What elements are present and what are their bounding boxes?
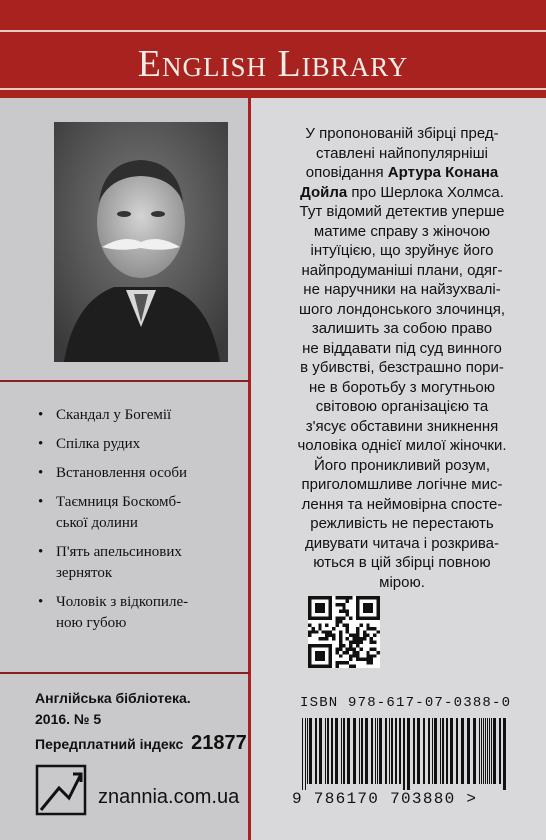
desc-line: чоловіка однієї милої жіночки.	[297, 437, 507, 454]
issue-line: 2016. № 5	[35, 711, 102, 727]
desc-line: лення та неймовірна спосте-	[301, 495, 503, 513]
desc-line: шого лондонського злочинця,	[299, 300, 505, 318]
desc-line: мірою.	[379, 573, 425, 591]
author-name-last: Дойла	[300, 183, 348, 201]
banner-top-rule	[0, 30, 546, 32]
story-title-line: П'ять апельсинових	[56, 544, 182, 560]
story-title-line: ною губою	[56, 615, 127, 631]
desc-line: дивувати читача і розкрива-	[304, 534, 500, 552]
bullet-icon: •	[38, 494, 44, 510]
isbn: ISBN 978-617-07-0388-0	[300, 695, 512, 711]
desc-line: матиме справу з жіночою	[313, 222, 491, 240]
stories-top-rule	[0, 380, 250, 382]
publisher-logo-icon	[35, 764, 87, 816]
barcode-icon	[302, 718, 512, 790]
desc-line: найпродуманіші плани, одяг-	[301, 261, 503, 279]
barcode-number: 9 786170 703880 >	[292, 790, 478, 808]
stories-bottom-rule	[0, 672, 250, 674]
subscription-index	[35, 732, 247, 755]
author-portrait	[54, 122, 228, 362]
desc-line: не в боротьбу з могутньою	[308, 378, 496, 396]
series-line: Англійська бібліотека.	[35, 690, 191, 706]
story-item	[38, 405, 248, 426]
desc-line: з'ясує обставини зникнення	[305, 417, 499, 435]
bullet-icon: •	[38, 407, 44, 423]
desc-line: режливість не перестають	[310, 515, 494, 532]
desc-line: не наручники на найзухвалі-	[303, 281, 501, 298]
bullet-icon: •	[38, 465, 44, 481]
story-item	[38, 592, 248, 634]
desc-line: залишить за собою право	[311, 320, 493, 337]
desc-line: Тут відомий детектив уперше	[299, 203, 505, 220]
author-name-first: Артура Конана	[387, 164, 499, 181]
desc-line: не віддавати під суд винного	[302, 339, 502, 357]
subscription-index-value: 21877	[191, 732, 247, 754]
bullet-icon: •	[38, 436, 44, 452]
story-title-line: Встановлення особи	[56, 465, 188, 481]
story-title-line: Спілка рудих	[56, 436, 141, 452]
desc-line: світовою організацією та	[315, 398, 489, 415]
subscription-index-label: Передплатний індекс	[35, 736, 184, 752]
story-item	[38, 542, 248, 584]
desc-text: про Шерлока Холмса.	[347, 183, 504, 201]
desc-line	[266, 183, 538, 203]
desc-line: Його проникливий розум,	[313, 456, 491, 474]
bullet-icon: •	[38, 544, 44, 560]
story-item	[38, 492, 248, 534]
panel-edge-rule	[248, 98, 251, 840]
desc-line: приголомшливе логічне мис-	[301, 476, 503, 493]
story-title-line: Чоловік з відкопиле-	[56, 594, 189, 610]
series-title: English Library	[137, 43, 409, 85]
desc-line: ставлені найпопулярніші	[315, 144, 488, 162]
desc-line: ються в цій збірці повною	[313, 554, 491, 571]
desc-line	[266, 163, 538, 183]
story-title-line: ської долини	[56, 515, 138, 531]
story-title-line: Скандал у Богемії	[56, 407, 172, 423]
bullet-icon: •	[38, 594, 44, 610]
publisher-site: znannia.com.ua	[98, 786, 240, 808]
desc-line: в убивстві, безстрашно пори-	[300, 359, 504, 376]
qr-code-icon	[308, 596, 380, 668]
desc-text: оповідання	[305, 164, 388, 181]
story-list	[38, 405, 248, 642]
story-item	[38, 434, 248, 455]
story-title-line: зерняток	[56, 565, 113, 581]
book-description	[266, 124, 538, 592]
story-item	[38, 463, 248, 484]
story-title-line: Таємниця Боскомб-	[56, 494, 182, 510]
desc-line: інтуїцією, що зруйнує його	[310, 242, 494, 259]
banner-bottom-rule	[0, 88, 546, 90]
desc-line: У пропонованій збірці пред-	[305, 125, 499, 142]
